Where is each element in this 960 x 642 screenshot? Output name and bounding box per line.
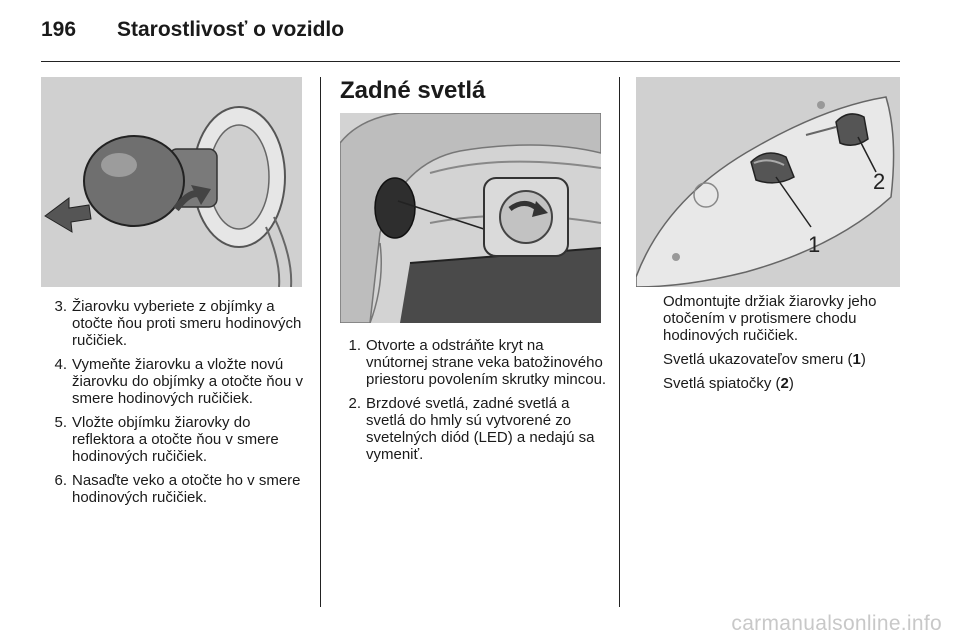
column-divider-left: [320, 77, 321, 607]
rear-light-holders-illustration: [636, 77, 900, 287]
tailgate-cover-illustration: [340, 113, 601, 323]
step-text: Otvorte a odstráňte kryt na vnútornej strane veka batožinového priestoru povolením skrutky mincou.: [366, 337, 607, 388]
item-reverse-lights: [663, 375, 903, 392]
list-item: [341, 395, 607, 463]
column-divider-right: [619, 77, 620, 607]
page-number: 196: [41, 18, 77, 41]
item-1-suffix: ): [860, 351, 866, 368]
header-rule: [41, 61, 900, 62]
step-text: Vložte objímku žiarovky do reflektora a otočte ňou v smere hodinových ručičiek.: [72, 414, 279, 465]
step-number: 6.: [54, 472, 67, 489]
callout-2-label: 2: [873, 169, 886, 194]
step-text: Nasaďte veko a otočte ho v smere hodinových ručičiek.: [72, 472, 301, 506]
step-number: 2.: [348, 395, 361, 412]
step-number: 5.: [54, 414, 67, 431]
step-number: 3.: [54, 298, 67, 315]
intro-paragraph: Odmontujte držiak žiarovky jeho otočením v protismere chodu hodinových ručičiek.: [663, 293, 877, 344]
list-item: [47, 298, 305, 349]
callout-1-label: 1: [808, 232, 821, 257]
section-title: Starostlivosť o vozidlo: [117, 18, 345, 41]
item-2-number: 2: [780, 375, 789, 392]
right-text-block: [663, 293, 903, 399]
item-1-number: 1: [852, 351, 861, 368]
bulb-removal-illustration: [41, 77, 302, 287]
watermark-text: carmanualsonline.info: [731, 612, 942, 635]
list-item: [47, 472, 305, 506]
step-text: Vymeňte žiarovku a vložte novú žiarovku do objímky a otočte ňou v smere hodinových ručičiek.: [72, 356, 303, 407]
section-heading: Zadné svetlá: [340, 77, 486, 104]
item-2-suffix: ): [788, 375, 794, 392]
list-item: [47, 356, 305, 407]
step-text: Žiarovku vyberiete z objímky a otočte ňou proti smeru hodinových ručičiek.: [72, 298, 302, 349]
left-steps-list: [47, 298, 305, 513]
list-item: [47, 414, 305, 465]
step-number: 1.: [348, 337, 361, 354]
list-item: [341, 337, 607, 388]
item-2-prefix: Svetlá spiatočky (: [663, 375, 781, 392]
item-1-prefix: Svetlá ukazovateľov smeru (: [663, 351, 853, 368]
step-text: Brzdové svetlá, zadné svetlá a svetlá do hmly sú vytvorené zo svetelných diód (LED) a nedajú sa vymeniť.: [366, 395, 595, 463]
middle-steps-list: [341, 337, 607, 470]
item-turn-signals: [663, 351, 903, 368]
step-number: 4.: [54, 356, 67, 373]
